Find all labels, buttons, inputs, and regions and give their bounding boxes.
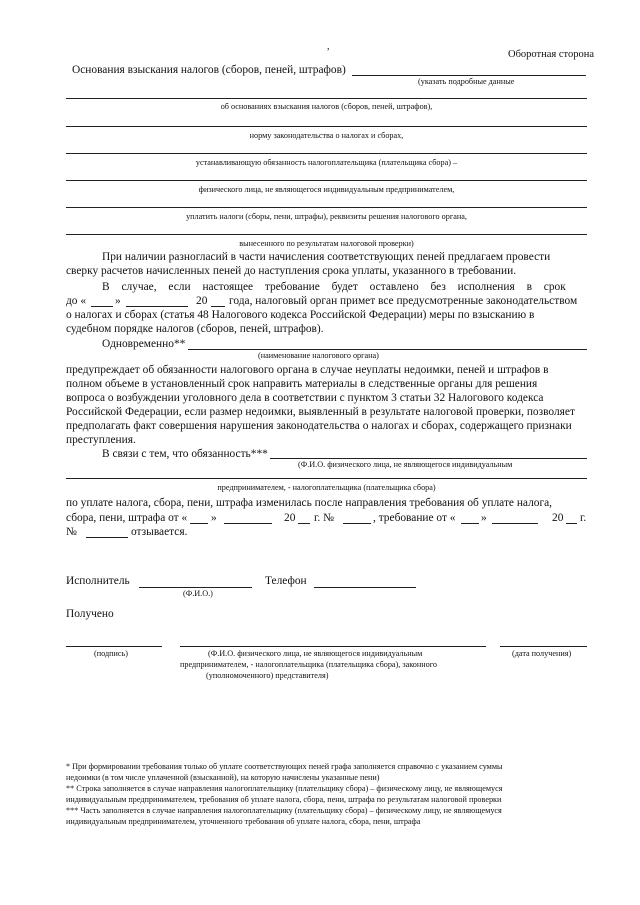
req-number-field-2[interactable] (86, 537, 128, 538)
taxpayer-name-hint-1: (Ф.И.О. физического лица, не являющегося индивидуальным (298, 460, 513, 469)
req-day-field[interactable] (190, 523, 208, 524)
grounds-input-line-5[interactable] (66, 207, 587, 208)
req-year-field[interactable] (298, 523, 310, 524)
simultaneously-line-4: Российской Федерации, если размер недоимки, выявленный в результате налоговой проверки, позволяет (66, 406, 575, 418)
reverse-side-label: Оборотная сторона (508, 49, 594, 60)
change-l2-f: » (481, 512, 487, 524)
deadline-prefix: до « (66, 295, 87, 307)
deadline-line-4: судебном порядке налогов (сборов, пеней, штрафов). (66, 323, 324, 335)
grounds-hint-3: норму законодательства о налогах и сборах, (249, 131, 404, 140)
change-l2-g: 20 (552, 512, 564, 524)
executor-label: Исполнитель (66, 575, 130, 587)
taxpayer-name-field[interactable] (270, 458, 587, 459)
change-l2-c: 20 (284, 512, 296, 524)
grounds-input-line-6[interactable] (66, 234, 587, 235)
change-label: В связи с тем, что обязанность*** (102, 448, 268, 460)
footnote-1-line-1: * При формировании требования только об уплате соответствующих пеней графа заполняется справочно с указанием суммы (66, 762, 503, 771)
req2-year-field[interactable] (566, 523, 577, 524)
deadline-line-1: В случае, если настоящее требование будет оставлено без исполнения в срок (102, 281, 566, 293)
footnote-2-line-2: индивидуальным предпринимателем, требования об уплате налога, сбора, пени, штрафа по результатам налоговой проверки (66, 795, 502, 804)
reconciliation-line-1: При наличии разногласий в части начисления соответствующих пеней предлагаем провести (102, 251, 551, 263)
deadline-day-field[interactable] (91, 306, 113, 307)
change-line-1: по уплате налога, сбора, пени, штрафа изменилась после направления требования об уплате налога, (66, 497, 553, 509)
deadline-year-prefix: 20 (196, 295, 208, 307)
grounds-input-line-2[interactable] (66, 126, 587, 127)
executor-fio-field[interactable] (139, 587, 252, 588)
grounds-hint-4: устанавливающую обязанность налогоплательщика (плательщика сбора) – (195, 158, 458, 167)
recipient-hint-2: предпринимателем, - налогоплательщика (плательщика сбора), законного (180, 660, 438, 669)
change-l3-a: № (66, 526, 77, 538)
change-l2-b: » (211, 512, 217, 524)
simultaneously-line-5: предполагать факт совершения нарушения законодательства о налогах и сборах, содержащего признаки (66, 420, 572, 432)
grounds-hint-6: уплатить налоги (сборы, пени, штрафы), реквизиты решения налогового органа, (186, 212, 467, 221)
grounds-hint-2: об основаниях взыскания налогов (сборов, пеней, штрафов), (220, 102, 433, 111)
signature-field[interactable] (66, 646, 162, 647)
executor-fio-hint: (Ф.И.О.) (183, 589, 213, 598)
deadline-month-field[interactable] (126, 306, 188, 307)
receipt-date-field[interactable] (500, 646, 587, 647)
taxpayer-name-field-2[interactable] (66, 478, 587, 479)
recipient-hint-1: (Ф.И.О. физического лица, не являющегося индивидуальным (208, 649, 423, 658)
tax-authority-hint: (наименование налогового органа) (258, 351, 379, 360)
phone-label: Телефон (265, 575, 307, 587)
simultaneously-line-6: преступления. (66, 434, 136, 446)
scan-mark: , (327, 41, 330, 52)
change-l2-e: , требование от « (373, 512, 456, 524)
grounds-input-line-3[interactable] (66, 153, 587, 154)
phone-field[interactable] (314, 587, 416, 588)
change-l2-d: г. № (314, 512, 334, 524)
grounds-hint-1: (указать подробные данные (418, 77, 515, 86)
req-number-field[interactable] (343, 523, 371, 524)
req2-month-field[interactable] (492, 523, 538, 524)
change-l2-a: сбора, пени, штрафа от « (66, 512, 188, 524)
grounds-input-line-1[interactable] (66, 98, 587, 99)
reconciliation-line-2: сверку расчетов начисленных пеней до наступления срока уплаты, указанного в требовании. (66, 265, 517, 277)
recipient-name-field[interactable] (180, 646, 486, 647)
signature-hint: (подпись) (94, 649, 128, 658)
grounds-label: Основания взыскания налогов (сборов, пеней, штрафов) (72, 64, 346, 76)
deadline-line-3: о налогах и сборах (статья 48 Налогового кодекса Российской Федерации) меры по взысканию в (66, 309, 535, 321)
grounds-hint-5: физического лица, не являющегося индивидуальным предпринимателем, (198, 185, 455, 194)
footnote-1-line-2: недоимки (в том числе уплаченной (взысканной), на которую начислены указанные пени) (66, 773, 380, 782)
change-l2-h: г. (580, 512, 587, 524)
receipt-date-hint: (дата получения) (512, 649, 572, 658)
tax-authority-field[interactable] (188, 349, 587, 350)
recipient-hint-3: (уполномоченного) представителя) (206, 671, 329, 680)
simultaneously-line-3: вопроса о возбуждении уголовного дела в соответствии с пунктом 3 статьи 32 Налогового кодекса (66, 392, 544, 404)
taxpayer-name-hint-2: предпринимателем, - налогоплательщика (плательщика сбора) (217, 483, 436, 492)
simultaneously-line-2: полном объеме в установленный срок направить материалы в следственные органы для решения (66, 378, 538, 390)
grounds-input-line-0[interactable] (352, 75, 586, 76)
footnote-3-line-1: *** Часть заполняется в случае направления налогоплательщику (плательщику сбора) – физическому лицу, не являющемуся (66, 806, 502, 815)
grounds-input-line-4[interactable] (66, 180, 587, 181)
footnote-2-line-1: ** Строка заполняется в случае направления налогоплательщику (плательщику сбора) – физическому лицу, не являющемуся (66, 784, 503, 793)
deadline-year-field[interactable] (211, 306, 225, 307)
change-l3-b: отзывается. (131, 526, 188, 538)
deadline-quote-close: » (115, 295, 121, 307)
simultaneously-label: Одновременно** (102, 338, 186, 350)
simultaneously-line-1: предупреждает об обязанности налогового органа в случае неуплаты недоимки, пеней и штрафов в (66, 364, 549, 376)
deadline-line-2: года, налоговый орган примет все предусмотренные законодательством (229, 295, 578, 307)
grounds-hint-7: вынесенного по результатам налоговой проверки) (239, 239, 414, 248)
req2-day-field[interactable] (461, 523, 479, 524)
received-label: Получено (66, 608, 114, 620)
req-month-field[interactable] (224, 523, 272, 524)
footnote-3-line-2: индивидуальным предпринимателем, уточненного требования об уплате налога, сбора, пени, штрафа (66, 817, 421, 826)
